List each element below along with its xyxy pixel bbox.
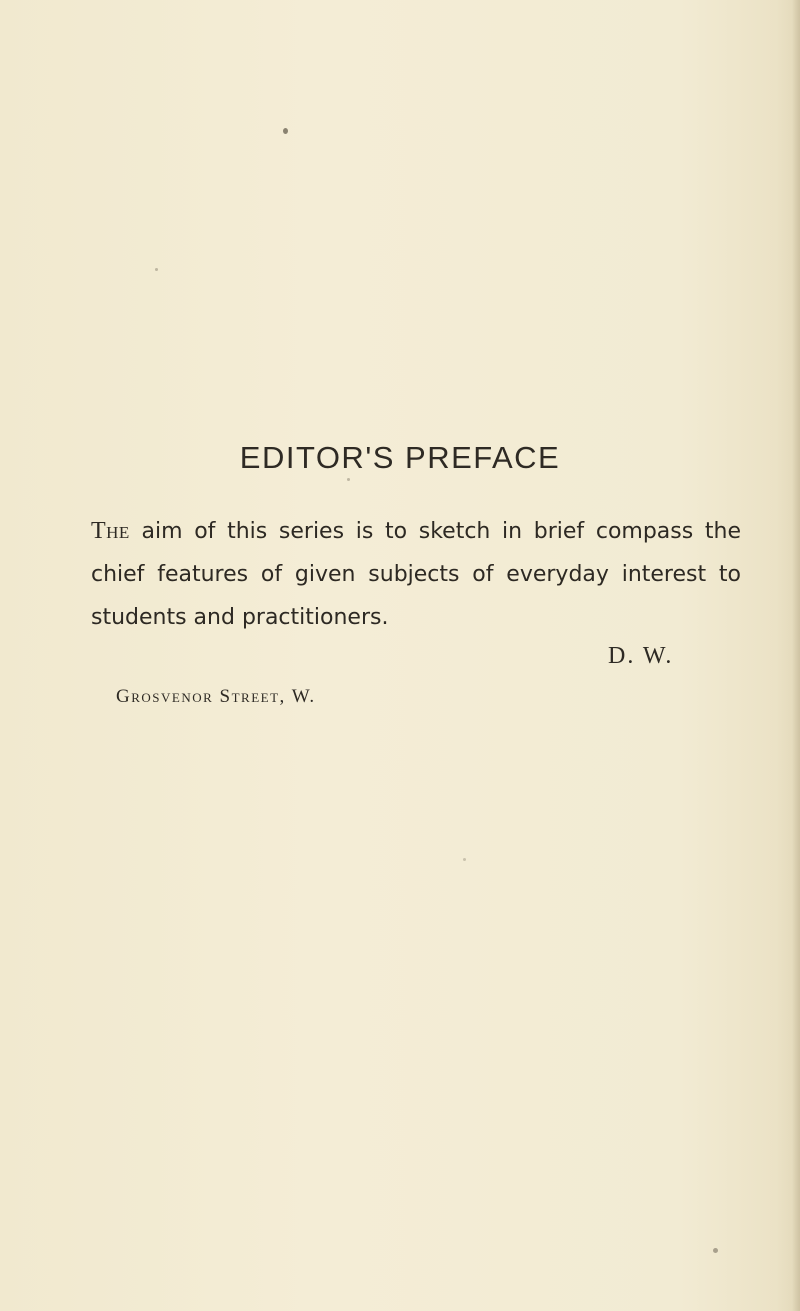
signature: D. W. — [608, 643, 674, 669]
preface-text: aim of this series is to sketch in brief compass the chief features of given subjects of everyday interest to students and practitioners. — [91, 519, 741, 630]
paper-speck — [283, 128, 288, 134]
preface-paragraph — [91, 510, 741, 639]
preface-first-word: The — [91, 518, 130, 544]
address: Grosvenor Street, W. — [116, 686, 316, 707]
paper-speck — [347, 478, 350, 481]
paper-speck — [155, 268, 158, 271]
paper-speck — [463, 858, 466, 861]
page-title: EDITOR'S PREFACE — [239, 440, 561, 475]
paper-speck — [713, 1248, 718, 1253]
page-edge-shadow — [792, 0, 800, 1311]
